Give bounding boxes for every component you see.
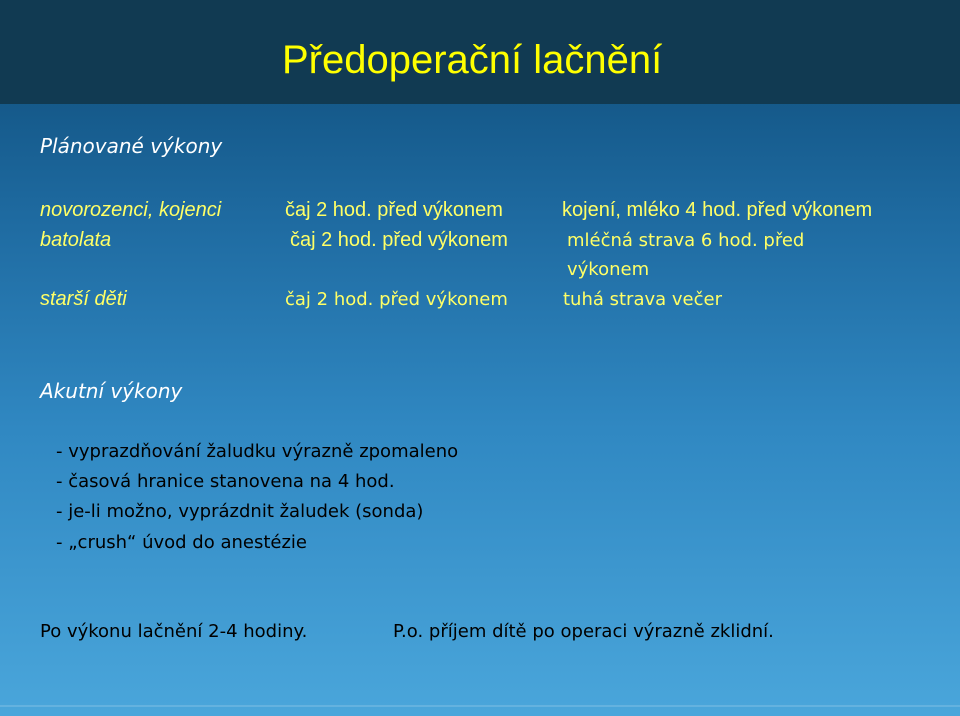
row-milk-toddlers-cont: výkonem	[567, 259, 650, 280]
row-clear-toddlers: čaj 2 hod. před výkonem	[290, 229, 508, 251]
row-clear-newborns: čaj 2 hod. před výkonem	[285, 199, 503, 221]
acute-heading: Akutní výkony	[40, 379, 183, 403]
footer-divider	[0, 705, 960, 707]
row-group-toddlers: batolata	[40, 229, 112, 251]
row-group-older: starší děti	[40, 288, 127, 310]
acute-bullet-3: - je-li možno, vyprázdnit žaludek (sonda)	[56, 501, 424, 522]
acute-bullet-1: - vyprazdňování žaludku výrazně zpomaleno	[56, 441, 459, 462]
footer-right: P.o. příjem dítě po operaci výrazně zklidní.	[393, 621, 774, 642]
row-group-newborns: novorozenci, kojenci	[40, 199, 222, 221]
row-milk-newborns: kojení, mléko 4 hod. před výkonem	[562, 199, 873, 221]
acute-bullet-2: - časová hranice stanovena na 4 hod.	[56, 471, 395, 492]
slide-title: Předoperační lačnění	[282, 38, 663, 82]
row-clear-older: čaj 2 hod. před výkonem	[285, 289, 508, 310]
row-milk-toddlers: mléčná strava 6 hod. před	[567, 230, 805, 251]
row-milk-older: tuhá strava večer	[563, 289, 722, 310]
planned-heading: Plánované výkony	[40, 134, 223, 158]
footer-left: Po výkonu lačnění 2-4 hodiny.	[40, 621, 308, 642]
acute-bullet-4: - „crush“ úvod do anestézie	[56, 532, 308, 553]
